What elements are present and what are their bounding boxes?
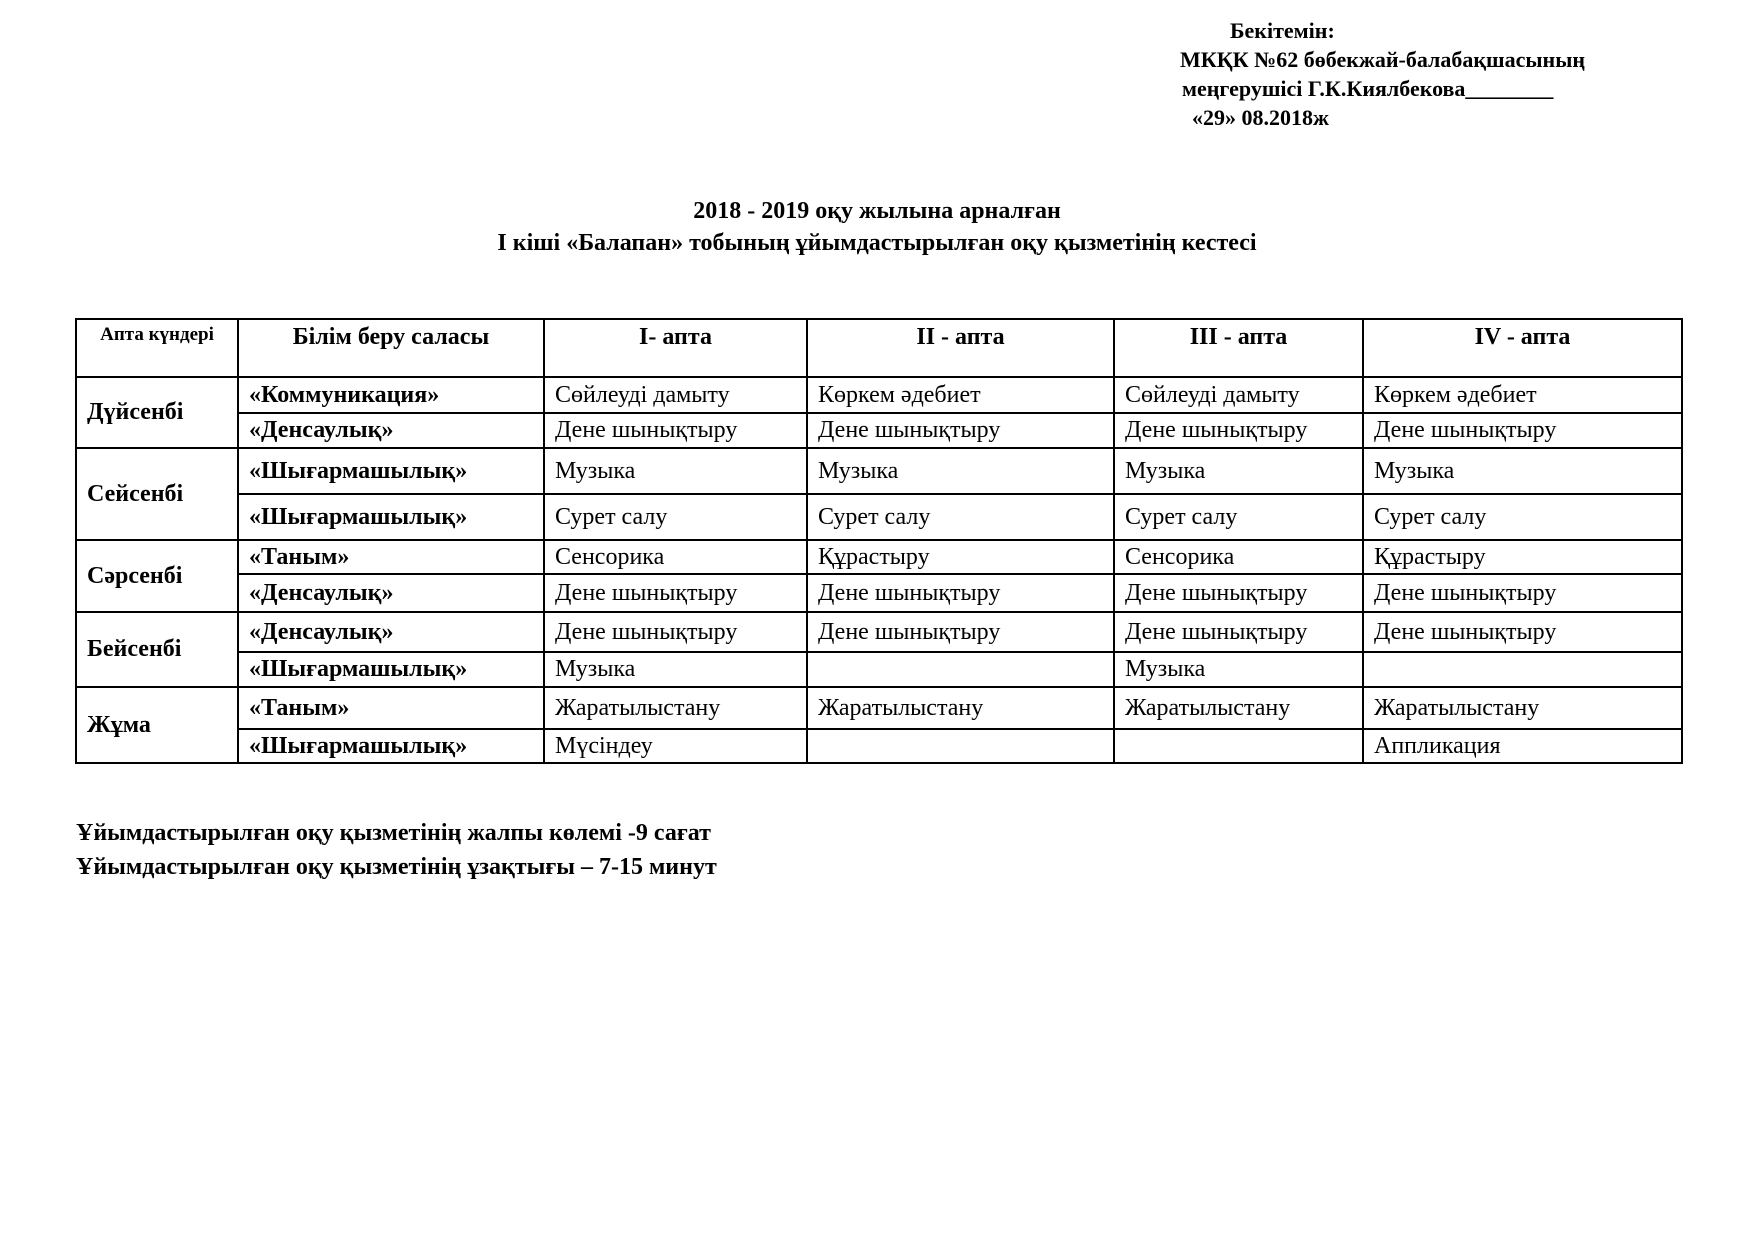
footer-line-2: Ұйымдастырылған оқу қызметінің ұзақтығы – 7-15 минут <box>76 854 717 880</box>
table-row <box>76 652 1682 687</box>
week-2-cell: Дене шынықтыру <box>807 612 1114 652</box>
approval-line-3: меңгерушісі Г.К.Киялбекова________ <box>1182 76 1554 101</box>
area-cell: «Коммуникация» <box>238 377 544 413</box>
header-week-3: ІІІ - апта <box>1114 319 1363 377</box>
week-2-cell: Дене шынықтыру <box>807 574 1114 612</box>
table-row <box>76 540 1682 574</box>
table-row <box>76 494 1682 540</box>
week-1-cell: Музыка <box>544 448 807 494</box>
title-line-1: 2018 - 2019 оқу жылына арналған <box>693 198 1061 224</box>
week-2-cell: Музыка <box>807 448 1114 494</box>
week-1-cell: Дене шынықтыру <box>544 574 807 612</box>
week-1-cell: Сурет салу <box>544 494 807 540</box>
table-row <box>76 612 1682 652</box>
table-row <box>76 448 1682 494</box>
week-3-cell: Дене шынықтыру <box>1114 612 1363 652</box>
week-4-cell: Жаратылыстану <box>1363 687 1682 729</box>
week-4-cell: Құрастыру <box>1363 540 1682 574</box>
area-cell: «Денсаулық» <box>238 413 544 448</box>
document-title <box>0 195 1754 259</box>
area-cell: «Денсаулық» <box>238 574 544 612</box>
area-cell: «Шығармашылық» <box>238 652 544 687</box>
day-wednesday: Сәрсенбі <box>76 540 238 612</box>
week-4-cell: Сурет салу <box>1363 494 1682 540</box>
area-cell: «Шығармашылық» <box>238 448 544 494</box>
approval-block <box>1170 16 1650 132</box>
approval-line-2: МКҚК №62 бөбекжай-балабақшасының <box>1180 47 1586 72</box>
day-tuesday: Сейсенбі <box>76 448 238 540</box>
header-week-4: ІV - апта <box>1363 319 1682 377</box>
week-3-cell: Сенсорика <box>1114 540 1363 574</box>
week-4-cell <box>1363 652 1682 687</box>
header-week-2: ІІ - апта <box>807 319 1114 377</box>
area-cell: «Шығармашылық» <box>238 729 544 763</box>
week-1-cell: Дене шынықтыру <box>544 612 807 652</box>
week-2-cell: Құрастыру <box>807 540 1114 574</box>
table-row <box>76 574 1682 612</box>
header-week-1: І- апта <box>544 319 807 377</box>
week-3-cell: Сурет салу <box>1114 494 1363 540</box>
week-4-cell: Дене шынықтыру <box>1363 413 1682 448</box>
title-line-2: І кіші «Балапан» тобының ұйымдастырылған оқу қызметінің кестесі <box>497 230 1257 256</box>
week-1-cell: Музыка <box>544 652 807 687</box>
table-row <box>76 729 1682 763</box>
week-2-cell: Көркем әдебиет <box>807 377 1114 413</box>
week-2-cell <box>807 652 1114 687</box>
day-friday: Жұма <box>76 687 238 763</box>
table-row <box>76 687 1682 729</box>
week-1-cell: Жаратылыстану <box>544 687 807 729</box>
week-4-cell: Музыка <box>1363 448 1682 494</box>
week-2-cell: Жаратылыстану <box>807 687 1114 729</box>
header-days: Апта күндері <box>76 319 238 377</box>
day-monday: Дүйсенбі <box>76 377 238 448</box>
table-header-row <box>76 319 1682 377</box>
day-thursday: Бейсенбі <box>76 612 238 687</box>
week-3-cell: Музыка <box>1114 652 1363 687</box>
week-4-cell: Дене шынықтыру <box>1363 612 1682 652</box>
area-cell: «Таным» <box>238 540 544 574</box>
week-3-cell: Музыка <box>1114 448 1363 494</box>
week-1-cell: Мүсіндеу <box>544 729 807 763</box>
week-4-cell: Дене шынықтыру <box>1363 574 1682 612</box>
approval-line-1: Бекітемін: <box>1230 18 1335 43</box>
footer-line-1: Ұйымдастырылған оқу қызметінің жалпы көлемі -9 сағат <box>76 820 711 846</box>
week-2-cell: Сурет салу <box>807 494 1114 540</box>
week-3-cell <box>1114 729 1363 763</box>
week-3-cell: Жаратылыстану <box>1114 687 1363 729</box>
week-4-cell: Аппликация <box>1363 729 1682 763</box>
footer-notes <box>76 816 717 884</box>
table-row <box>76 413 1682 448</box>
week-2-cell: Дене шынықтыру <box>807 413 1114 448</box>
week-3-cell: Сөйлеуді дамыту <box>1114 377 1363 413</box>
approval-line-4: «29» 08.2018ж <box>1192 105 1329 130</box>
header-area: Білім беру саласы <box>238 319 544 377</box>
area-cell: «Денсаулық» <box>238 612 544 652</box>
week-2-cell <box>807 729 1114 763</box>
table-row <box>76 377 1682 413</box>
week-3-cell: Дене шынықтыру <box>1114 574 1363 612</box>
schedule-table <box>75 318 1683 764</box>
week-3-cell: Дене шынықтыру <box>1114 413 1363 448</box>
area-cell: «Таным» <box>238 687 544 729</box>
week-1-cell: Дене шынықтыру <box>544 413 807 448</box>
week-1-cell: Сенсорика <box>544 540 807 574</box>
week-4-cell: Көркем әдебиет <box>1363 377 1682 413</box>
area-cell: «Шығармашылық» <box>238 494 544 540</box>
week-1-cell: Сөйлеуді дамыту <box>544 377 807 413</box>
